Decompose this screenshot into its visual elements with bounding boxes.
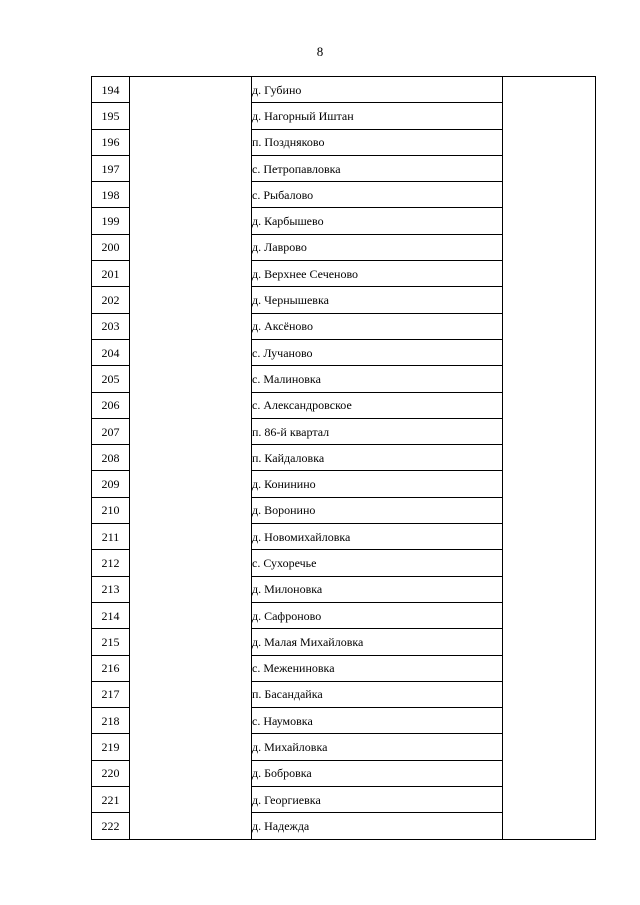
row-number-cell: 218 [92,708,130,734]
settlement-name-cell: д. Воронино [252,497,503,523]
settlements-table [91,76,596,840]
settlement-name-cell: с. Лучаново [252,339,503,365]
settlement-name-cell: с. Малиновка [252,366,503,392]
settlement-name-cell: д. Губино [252,77,503,103]
row-number-cell: 206 [92,392,130,418]
row-number-cell: 195 [92,103,130,129]
row-number-cell: 209 [92,471,130,497]
row-number-cell: 194 [92,77,130,103]
row-number-cell: 219 [92,734,130,760]
row-number-cell: 210 [92,497,130,523]
page-number: 8 [316,44,324,59]
right-column-cell [503,77,596,840]
row-number-cell: 212 [92,550,130,576]
row-number-cell: 204 [92,339,130,365]
settlement-name-cell: с. Межениновка [252,655,503,681]
settlement-name-cell: с. Наумовка [252,708,503,734]
row-number-cell: 207 [92,418,130,444]
settlement-name-cell: п. 86-й квартал [252,418,503,444]
row-number-cell: 203 [92,313,130,339]
row-number-cell: 201 [92,261,130,287]
row-number-cell: 217 [92,681,130,707]
settlement-name-cell: д. Нагорный Иштан [252,103,503,129]
row-number-cell: 198 [92,182,130,208]
settlement-name-cell: д. Бобровка [252,760,503,786]
settlement-name-cell: д. Милоновка [252,576,503,602]
settlement-name-cell: д. Георгиевка [252,787,503,813]
settlements-table-body [92,77,596,840]
empty-column-cell [130,77,252,840]
row-number-cell: 200 [92,234,130,260]
settlement-name-cell: д. Новомихайловка [252,524,503,550]
settlement-name-cell: д. Карбышево [252,208,503,234]
row-number-cell: 197 [92,155,130,181]
settlement-name-cell: д. Надежда [252,813,503,839]
settlement-name-cell: п. Басандайка [252,681,503,707]
row-number-cell: 220 [92,760,130,786]
row-number-cell: 208 [92,445,130,471]
row-number-cell: 199 [92,208,130,234]
row-number-cell: 211 [92,524,130,550]
settlement-name-cell: д. Сафроново [252,602,503,628]
row-number-cell: 214 [92,602,130,628]
row-number-cell: 222 [92,813,130,839]
settlement-name-cell: д. Аксёново [252,313,503,339]
row-number-cell: 196 [92,129,130,155]
settlement-name-cell: д. Михайловка [252,734,503,760]
settlement-name-cell: д. Чернышевка [252,287,503,313]
row-number-cell: 221 [92,787,130,813]
settlement-name-cell: с. Рыбалово [252,182,503,208]
row-number-cell: 215 [92,629,130,655]
settlement-name-cell: д. Конинино [252,471,503,497]
settlement-name-cell: п. Кайдаловка [252,445,503,471]
settlement-name-cell: д. Лаврово [252,234,503,260]
settlement-name-cell: с. Петропавловка [252,155,503,181]
row-number-cell: 216 [92,655,130,681]
settlement-name-cell: д. Малая Михайловка [252,629,503,655]
row-number-cell: 205 [92,366,130,392]
row-number-cell: 202 [92,287,130,313]
settlement-name-cell: д. Верхнее Сеченово [252,261,503,287]
settlement-name-cell: с. Сухоречье [252,550,503,576]
row-number-cell: 213 [92,576,130,602]
table-row [92,77,596,103]
settlement-name-cell: с. Александровское [252,392,503,418]
settlement-name-cell: п. Поздняково [252,129,503,155]
